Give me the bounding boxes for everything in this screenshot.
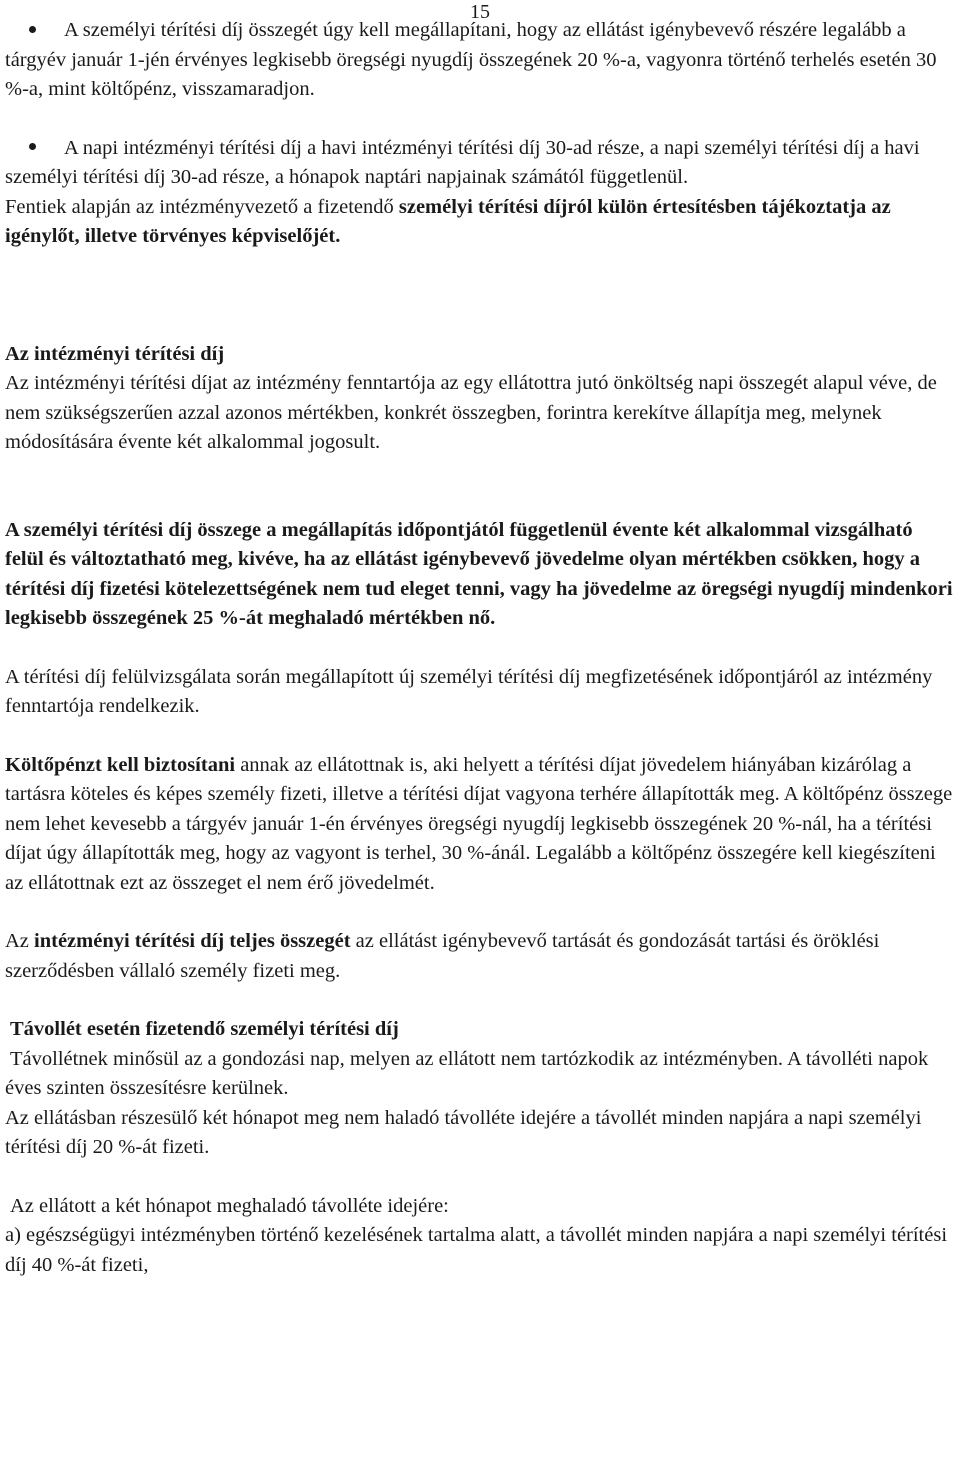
teljes-prefix: Az (5, 930, 35, 952)
fentiek-paragraph (5, 193, 955, 252)
koltopenz-bold: Költőpénzt kell biztosítani (5, 753, 236, 776)
intezmenyi-heading: Az intézményi térítési díj (5, 342, 225, 365)
koltopenz-paragraph (5, 751, 955, 899)
spacer (5, 722, 955, 751)
bullet-item (5, 134, 955, 193)
document-body (5, 16, 955, 1280)
felulvizsgalat-bold-paragraph: A személyi térítési díj összege a megállapítás időpontjától függetlenül évente két alkalommal vizsgálható felül és változtatható meg, kivéve, ha az ellátást igénybevevő jövedelme olyan mértékben csökken, hogy a térítési díj fizetési kötelezettségének nem tud eleget tenni, vagy ha jövedelme az öregségi nyugdíj mindenkori legkisebb összegének 25 %-át meghaladó mértékben nő. (5, 518, 953, 629)
teljes-bold: intézményi térítési díj teljes összegét (34, 930, 351, 952)
tavollet-line3: Az ellátott a két hónapot meghaladó távolléte idejére: (10, 1194, 449, 1217)
tavollet-line1-text: Távollétnek minősül az a gondozási nap, melyen az ellátott nem tartózkodik az intézményben. A távolléti napok éves szinten összesítésre kerülnek. (5, 1047, 929, 1099)
spacer (5, 634, 955, 663)
intezmenyi-body: Az intézményi térítési díjat az intézmény fenntartója az egy ellátottra jutó önköltség napi összegét alapul véve, de nem szükségszerűen azzal azonos mértékben, konkrét összegben, forintra kerekítve állapítja meg, melynek módosítására évente két alkalommal jogosult. (5, 372, 937, 453)
spacer (5, 458, 955, 516)
teljes-paragraph (5, 927, 955, 986)
spacer (5, 898, 955, 927)
tavollet-line2: Az ellátásban részesülő két hónapot meg nem haladó távolléte idejére a távollét minden napjára a napi személyi térítési díj 20 %-át fizeti. (5, 1106, 922, 1158)
tavollet-line1 (5, 1045, 955, 1104)
spacer (5, 252, 955, 340)
tavollet-heading: Távollét esetén fizetendő személyi térítési díj (10, 1018, 399, 1040)
spacer (5, 986, 955, 1015)
bullet-item (5, 16, 955, 105)
bullet-text: A napi intézményi térítési díj a havi intézményi térítési díj 30-ad része, a napi személyi térítési díj a havi személyi térítési díj 30-ad része, a hónapok naptári napjainak számától függetlenül. (5, 136, 920, 188)
page-number: 15 (470, 1, 490, 23)
spacer (5, 105, 955, 134)
bullet-icon (29, 26, 36, 33)
teljes-suffix: az ellátást igénybevevő tartását és gondozását tartási és öröklési szerződésben vállaló személy fizeti meg. (5, 930, 880, 982)
koltopenz-text: annak az ellátottnak is, aki helyett a térítési díjat jövedelem hiányában kizárólag a tartásra köteles és képes személy fizeti, illetve a térítési díjat vagyona terhére állapították meg. A költőpénz összege nem lehet kevesebb a tárgyév január 1-én érvényes öregségi nyugdíj legkisebb összegének 20 %-nál, ha a térítési díjat úgy állapították meg, hogy az vagyont is terhel, 30 %-ánál. Legalább a költőpénz összegére kell kiegészíteni az ellátottnak ezt az összeget el nem érő jövedelmét. (5, 753, 953, 894)
felulvizsgalat-paragraph: A térítési díj felülvizsgálata során megállapított új személyi térítési díj megfizetésének időpontjáról az intézmény fenntartója rendelkezik. (5, 665, 933, 717)
fentiek-prefix: Fentiek alapján az intézményvezető a fizetendő (5, 195, 399, 218)
bullet-icon (29, 143, 36, 150)
fentiek-bold: személyi térítési díjról külön értesítésben tájékoztatja az igénylőt, illetve törvényes képviselőjét. (5, 195, 891, 247)
spacer (5, 1163, 955, 1192)
tavollet-line4: a) egészségügyi intézményben történő kezelésének tartalma alatt, a távollét minden napjára a napi személyi térítési díj 40 %-át fizeti, (5, 1224, 948, 1276)
bullet-text: A személyi térítési díj összegét úgy kell megállapítani, hogy az ellátást igénybevevő részére legalább a tárgyév január 1-jén érvényes legkisebb öregségi nyugdíj összegének 20 %-a, vagyonra történő terhelés esetén 30 %-a, mint költőpénz, visszamaradjon. (5, 19, 937, 100)
